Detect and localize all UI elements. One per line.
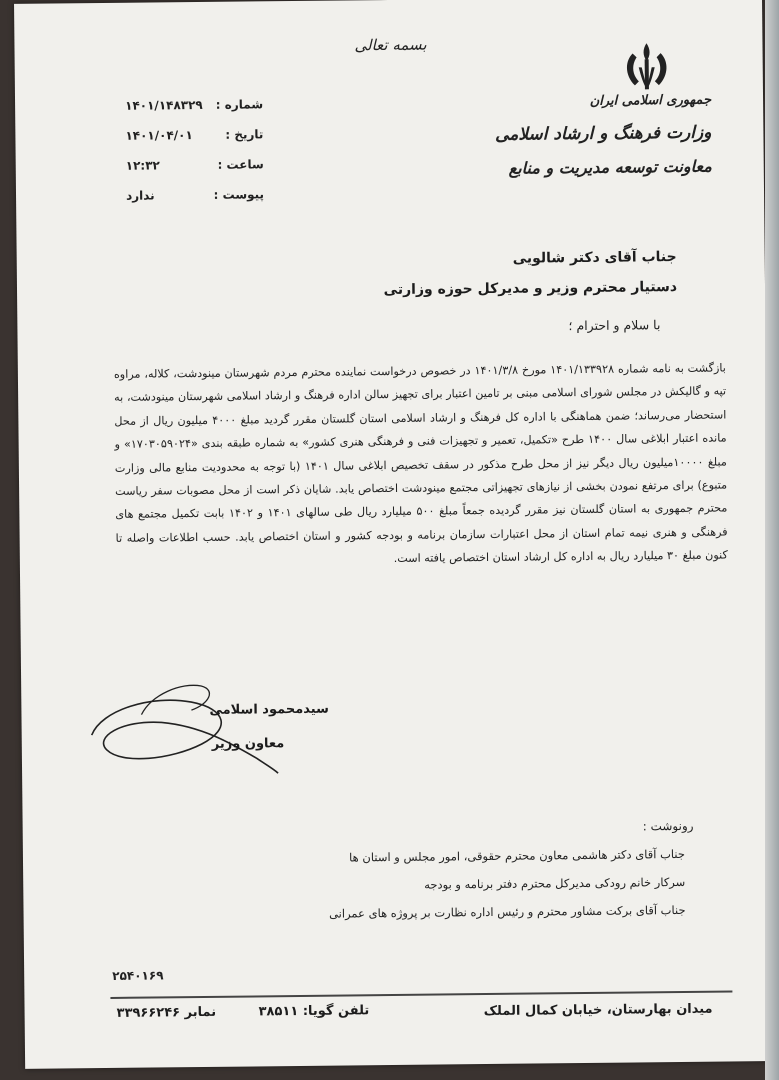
cc-line: سرکار خانم رودکی مدیرکل محترم دفتر برنامه و بودجه — [424, 874, 686, 892]
letter-body: بازگشت به نامه شماره ۱۴۰۱/۱۳۳۹۲۸ مورخ ۱۴۰۱/۳/۸ در خصوص درخواست نماینده محترم مردم شهرستان مینودشت، کلاله، مراوه تپه و گالیکش در مجلس شورای اسلامی مبنی بر تامین اعتبار برای تجهیز سالن اداره فرهنگ و ارشاد اسلامی شهرستان مینودشت، به استحضار می‌رساند؛ ضمن هماهنگی با اداره کل فرهنگ و ارشاد اسلامی استان گلستان مقرر گردید مبلغ ۴۰۰۰ میلیون ریال از محل مانده اعتبار ابلاغی سال ۱۴۰۰ طرح «تکمیل، تعمیر و تجهیزات فنی و فرهنگی هنری کشور» به شماره طبقه بندی «۱۷۰۳۰۵۹۰۲۴» و مبلغ ۱۰۰۰۰میلیون ریال دیگر نیز از محل طرح مذکور در سقف تخصیص ابلاغی سال ۱۴۰۱ (با توجه به محدودیت منابع مالی وزارت متبوع) برای مرتفع نمودن بخشی از نیازهای تجهیزاتی مجتمع مینودشت اختصاص یابد. شایان ذکر است از محل مصوبات سفر ریاست محترم جمهوری به استان گلستان نیز مقرر گردیده جمعاً مبلغ ۵۰۰ میلیارد ریال طی سالهای ۱۴۰۱ و ۱۴۰۲ بابت تکمیل مجتمع های فرهنگی و هنری نیمه تمام استان از محل اعتبارات سازمان برنامه و بودجه کشور و استان اختصاص یابد. حسب اطلاعات واصله تا کنون مبلغ ۳۰ میلیارد ریال به اداره کل ارشاد استان اختصاص یافته است. — [113, 361, 728, 566]
addressee-name: جناب آقای دکتر شالویی — [512, 248, 677, 267]
footer-fax: نمابر ۳۳۹۶۶۲۴۶ — [116, 1004, 217, 1021]
meta-label: ساعت : — [217, 157, 264, 172]
meta-label: پیوست : — [213, 187, 265, 202]
signatory-name: سیدمحمود اسلامی — [209, 701, 329, 718]
document-code: ۲۵۴۰۱۶۹ — [112, 968, 164, 983]
background-edge — [765, 0, 779, 1080]
org-line-ministry: وزارت فرهنگ و ارشاد اسلامی — [494, 122, 712, 145]
handwritten-signature-icon — [81, 673, 282, 785]
footer-address: میدان بهارستان، خیابان کمال الملک — [483, 1001, 713, 1020]
iran-emblem-icon — [614, 39, 679, 96]
meta-value: ۱۲:۳۲ — [125, 158, 160, 173]
cc-line: جناب آقای برکت مشاور محترم و رئیس اداره نظارت بر پروژه های عمرانی — [328, 902, 686, 921]
salutation: با سلام و احترام ؛ — [568, 317, 661, 334]
meta-time-row — [126, 157, 264, 178]
meta-label: شماره : — [215, 97, 264, 112]
meta-value: ۱۴۰۱/۰۴/۰۱ — [125, 128, 193, 143]
meta-date-row — [125, 127, 263, 148]
letter-page — [14, 0, 773, 1069]
org-line-country: جمهوری اسلامی ایران — [589, 92, 712, 109]
meta-value: ۱۴۰۱/۱۴۸۳۲۹ — [125, 97, 203, 113]
cc-label: رونوشت : — [642, 818, 694, 834]
org-line-deputy: معاونت توسعه مدیریت و منابع — [508, 156, 712, 178]
meta-attachment-row — [126, 187, 264, 208]
cc-line: جناب آقای دکتر هاشمی معاون محترم حقوقی، امور مجلس و استان ها — [349, 846, 686, 865]
meta-number-row — [125, 97, 263, 118]
signatory-title: معاون وزیر — [211, 736, 285, 752]
meta-value: ندارد — [125, 188, 155, 203]
addressee-title: دستیار محترم وزیر و مدیرکل حوزه وزارتی — [383, 278, 678, 299]
bismillah-heading: بسمه تعالی — [354, 35, 427, 55]
meta-label: تاریخ : — [225, 127, 264, 142]
footer-divider — [110, 990, 732, 999]
footer-phone: تلفن گویا: ۳۸۵۱۱ — [258, 1003, 370, 1020]
